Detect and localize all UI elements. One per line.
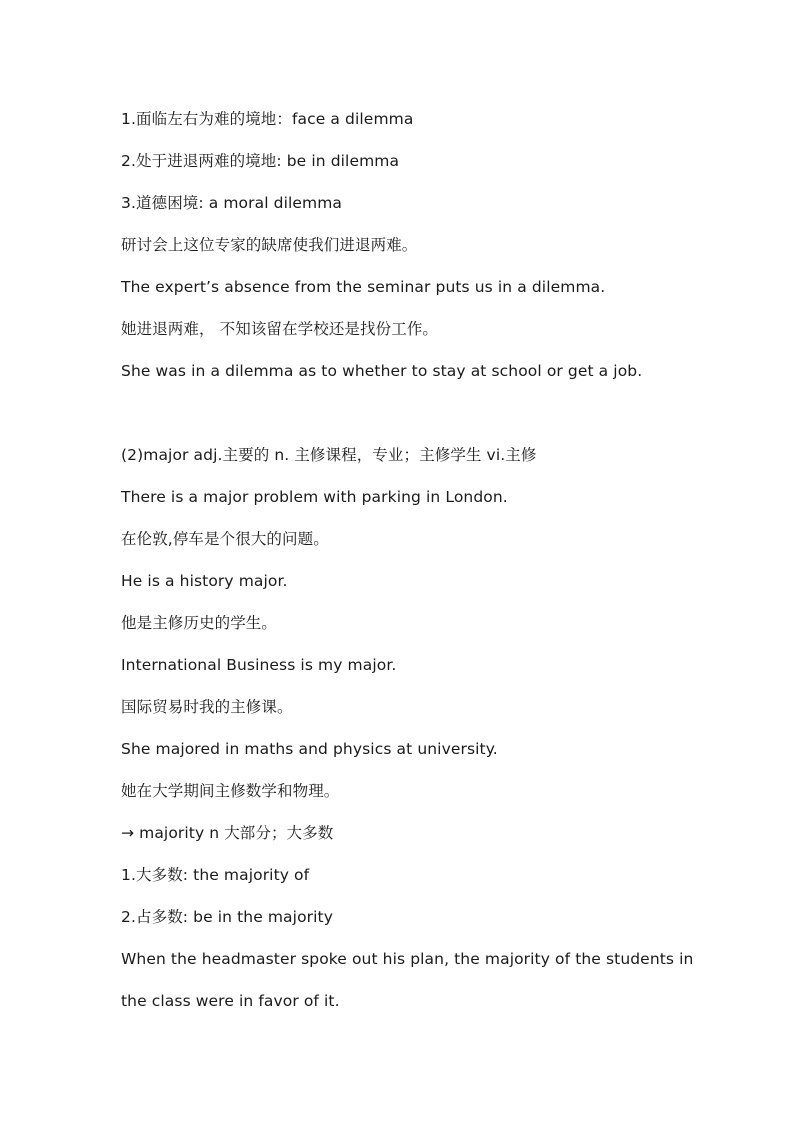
example-chinese-parking: 在伦敦,停车是个很大的问题。: [121, 530, 329, 548]
example-chinese-history-major: 他是主修历史的学生。: [121, 614, 278, 632]
example-chinese-school-or-job: 她进退两难， 不知该留在学校还是找份工作。: [121, 320, 439, 338]
phrase-moral-dilemma: 3.道德困境: a moral dilemma: [121, 194, 343, 212]
vocab-entry-major: (2)major adj.主要的 n. 主修课程，专业；主修学生 vi.主修: [121, 446, 537, 464]
phrase-face-a-dilemma: 1.面临左右为难的境地：face a dilemma: [121, 110, 414, 128]
example-english-business-major: International Business is my major.: [121, 656, 397, 674]
phrase-be-in-dilemma: 2.处于进退两难的境地: be in dilemma: [121, 152, 400, 170]
vocab-entry-majority: → majority n 大部分；大多数: [121, 824, 334, 842]
phrase-in-the-majority: 2.占多数: be in the majority: [121, 908, 333, 926]
example-chinese-business-major: 国际贸易时我的主修课。: [121, 698, 293, 716]
example-chinese-majored: 她在大学期间主修数学和物理。: [121, 782, 340, 800]
example-chinese-seminar: 研讨会上这位专家的缺席使我们进退两难。: [121, 236, 418, 254]
example-english-headmaster-line1: When the headmaster spoke out his plan, the majority of the students in: [121, 950, 694, 968]
example-english-parking: There is a major problem with parking in London.: [121, 488, 508, 506]
example-english-school-or-job: She was in a dilemma as to whether to stay at school or get a job.: [121, 362, 643, 380]
example-english-majored: She majored in maths and physics at university.: [121, 740, 498, 758]
phrase-majority-of: 1.大多数: the majority of: [121, 866, 310, 884]
example-english-seminar: The expert’s absence from the seminar puts us in a dilemma.: [121, 278, 606, 296]
example-english-headmaster-line2: the class were in favor of it.: [121, 992, 340, 1010]
example-english-history-major: He is a history major.: [121, 572, 288, 590]
